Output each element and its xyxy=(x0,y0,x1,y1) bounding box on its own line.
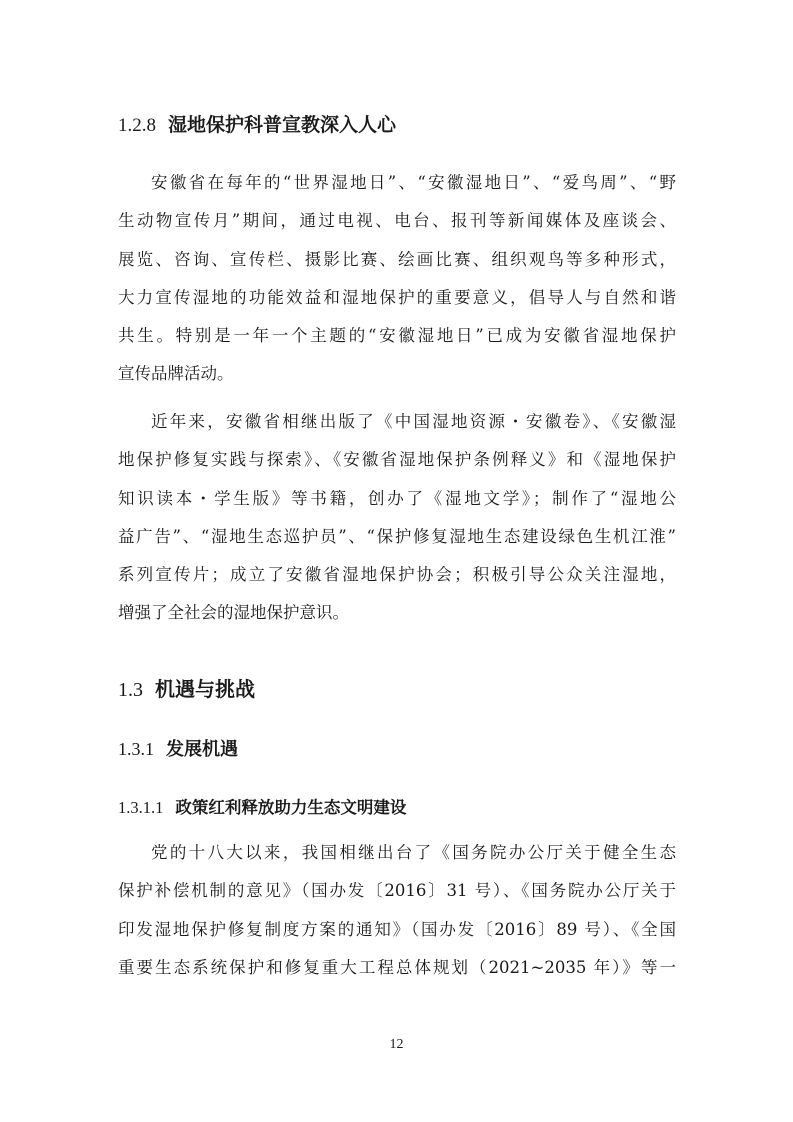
paragraph-wetland-publicity xyxy=(118,164,676,394)
paragraph-line: 保护补偿机制的意见》（国办发〔2016〕31 号）、《国务院办公厅关于 xyxy=(118,881,676,901)
section-heading-1-2-8 xyxy=(118,110,396,137)
section-title: 政策红利释放助力生态文明建设 xyxy=(175,798,407,817)
paragraph-line: 共生。特别是一年一个主题的“安徽湿地日”已成为安徽省湿地保护 xyxy=(118,326,676,346)
paragraph-line: 党的十八大以来，我国相继出台了《国务院办公厅关于健全生态 xyxy=(151,843,676,862)
paragraph-line: 增强了全社会的湿地保护意识。 xyxy=(118,603,349,623)
section-heading-1-3 xyxy=(118,673,255,702)
paragraph-line: 重要生态系统保护和修复重大工程总体规划（2021~2035 年）》等一 xyxy=(118,957,676,977)
section-number: 1.3 xyxy=(118,679,143,701)
page-number: 12 xyxy=(389,1037,404,1052)
paragraph-line: 展览、咨询、宣传栏、摄影比赛、绘画比赛、组织观鸟等多种形式， xyxy=(118,249,676,269)
section-number: 1.2.8 xyxy=(118,115,156,136)
paragraph-line: 地保护修复实践与探索》、《安徽省湿地保护条例释义》和《湿地保护 xyxy=(118,450,676,470)
paragraph-line: 印发湿地保护修复制度方案的通知》（国办发〔2016〕89 号）、《全国 xyxy=(118,919,676,939)
section-number: 1.3.1 xyxy=(118,739,154,759)
paragraph-policy xyxy=(118,834,676,987)
section-title: 机遇与挑战 xyxy=(155,677,255,701)
paragraph-line: 安徽省在每年的“世界湿地日”、“安徽湿地日”、“爱鸟周”、“野 xyxy=(151,173,676,192)
section-heading-1-3-1-1 xyxy=(118,794,406,818)
paragraph-line: 系列宣传片；成立了安徽省湿地保护协会；积极引导公众关注湿地， xyxy=(118,565,676,585)
paragraph-line: 大力宣传湿地的功能效益和湿地保护的重要意义，倡导人与自然和谐 xyxy=(118,287,676,307)
paragraph-line: 宣传品牌活动。 xyxy=(118,364,234,384)
paragraph-line: 知识读本・学生版》等书籍，创办了《湿地文学》；制作了“湿地公 xyxy=(118,488,676,508)
section-number: 1.3.1.1 xyxy=(118,798,164,817)
section-title: 发展机遇 xyxy=(166,739,238,760)
section-heading-1-3-1 xyxy=(118,735,238,761)
paragraph-line: 生动物宣传月”期间，通过电视、电台、报刊等新闻媒体及座谈会、 xyxy=(118,211,676,231)
section-title: 湿地保护科普宣教深入人心 xyxy=(168,114,397,136)
paragraph-line: 益广告”、“湿地生态巡护员”、“保护修复湿地生态建设绿色生机江淮” xyxy=(118,526,676,546)
paragraph-publications xyxy=(118,403,676,633)
paragraph-line: 近年来，安徽省相继出版了《中国湿地资源・安徽卷》、《安徽湿 xyxy=(151,412,676,431)
